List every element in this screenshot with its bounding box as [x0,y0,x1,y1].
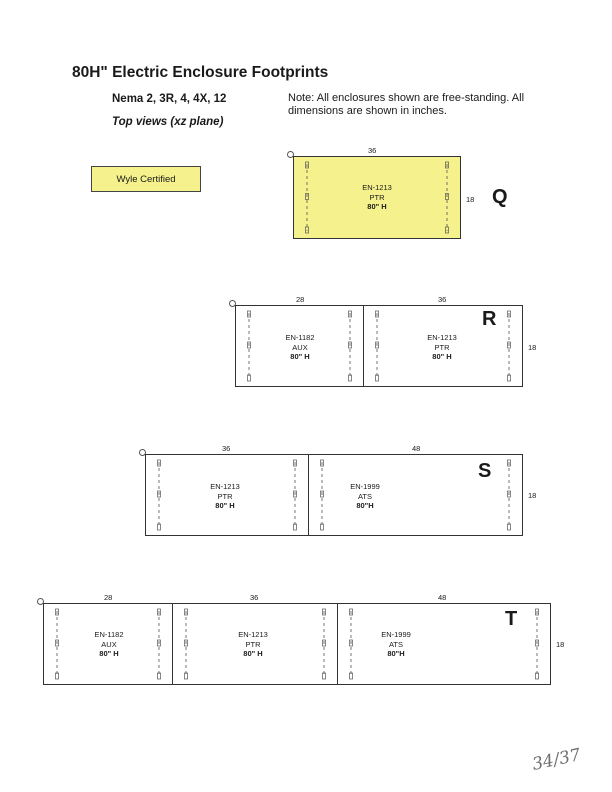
layout-letter-q: Q [492,186,508,208]
enclosure-label: EN-1213 PTR 80" H [238,630,268,658]
width-dim: 28 [104,593,113,602]
nema-ratings: Nema 2, 3R, 4, 4X, 12 [112,93,227,105]
width-dim: 28 [296,295,305,304]
depth-dim: 18 [556,640,565,649]
width-dim: 48 [412,444,421,453]
page-number: 34/37 [530,745,583,775]
width-dim: 36 [222,444,231,453]
width-dim: 48 [438,593,447,602]
enclosure-label: EN-1999 ATS 80"H [350,482,380,510]
width-dim: 36 [250,593,259,602]
layout-letter-r: R [482,308,497,330]
enclosure-label: EN-1213 PTR 80" H [210,482,240,510]
layout-letter-t: T [505,608,518,630]
page-title: 80H" Electric Enclosure Footprints [72,64,329,81]
enclosure-label: EN-1182 AUX 80" H [94,630,124,658]
wyle-certified-label: Wyle Certified [116,173,176,185]
width-dim: 36 [368,146,377,155]
note-text: Note: All enclosures shown are free-standing. All dimensions are shown in inches. [288,92,525,117]
enclosure-label: EN-1213 PTR 80" H [427,333,457,361]
enclosure-label: EN-1182 AUX 80" H [285,333,315,361]
width-dim: 36 [438,295,447,304]
enclosure-label: EN-1999 ATS 80"H [381,630,411,658]
depth-dim: 18 [466,195,475,204]
depth-dim: 18 [528,343,537,352]
layout-letter-s: S [478,460,492,482]
depth-dim: 18 [528,491,537,500]
enclosure-label: EN-1213 PTR 80" H [362,183,392,211]
view-caption: Top views (xz plane) [112,116,224,128]
